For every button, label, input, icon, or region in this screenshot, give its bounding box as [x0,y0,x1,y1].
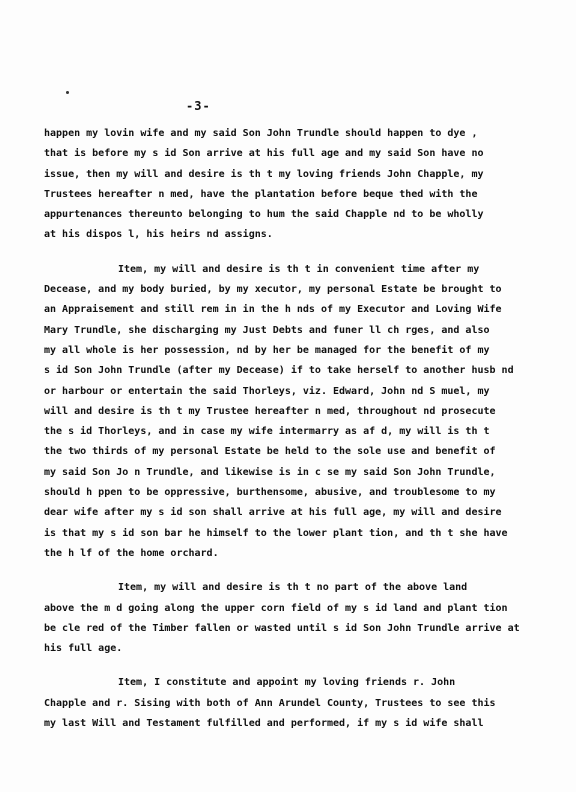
text-line: should h ppen to be oppressive, burthensome, abusive, and troublesome to my [44,487,496,499]
text-line: or harbour or entertain the said Thorleys, viz. Edward, John nd S muel, my [44,385,490,397]
paragraph-gap [44,564,544,578]
text-line: my last Will and Testament fulfilled and performed, if my s id wife shall [44,718,484,730]
paragraph-gap [44,246,544,260]
text-line: Chapple and r. Sising with both of Ann Arundel County, Trustees to see this [44,697,496,709]
text-line: dear wife after my s id son shall arrive at his full age, my will and desire [44,507,502,519]
text-line: an Appraisement and still rem in in the h nds of my Executor and Loving Wife [44,304,502,316]
text-line: Item, my will and desire is th t in convenient time after my [118,263,480,275]
paragraph [44,124,544,246]
text-line: the s id Thorleys, and in case my wife intermarry as af d, my will is th t [44,426,490,438]
page-number: -3- [186,99,211,113]
stray-ink-mark [66,91,69,94]
text-line: the two thirds of my personal Estate be held to the sole use and benefit of [44,446,496,458]
text-line: s id Son John Trundle (after my Decease) if to take herself to another husb nd [44,365,514,377]
paragraph [44,578,544,659]
text-line: issue, then my will and desire is th t my loving friends John Chapple, my [44,168,484,180]
document-body [44,124,544,734]
text-line: Decease, and my body buried, by my xecutor, my personal Estate be brought to [44,284,502,296]
text-line: my all whole is her possession, nd by her be managed for the benefit of my [44,344,490,356]
paragraph [44,260,544,564]
text-line: at his dispos l, his heirs nd assigns. [44,229,273,241]
text-line: above the m d going along the upper corn field of my s id land and plant tion [44,602,508,614]
text-line: my said Son Jo n Trundle, and likewise is in c se my said Son John Trundle, [44,466,496,478]
paragraph [44,673,544,734]
text-line: appurtenances thereunto belonging to hum the said Chapple nd to be wholly [44,209,484,221]
text-line: Item, my will and desire is th t no part of the above land [118,582,468,594]
text-line: his full age. [44,643,123,655]
text-line: is that my s id son bar he himself to the lower plant tion, and th t she have [44,527,508,539]
text-line: be cle red of the Timber fallen or wasted until s id Son John Trundle arrive at [44,622,520,634]
text-line: happen my lovin wife and my said Son John Trundle should happen to dye , [44,128,478,139]
text-line: Item, I constitute and appoint my loving friends r. John [118,677,456,689]
text-line: that is before my s id Son arrive at his full age and my said Son have no [44,148,484,160]
paragraph-gap [44,659,544,673]
text-line: the h lf of the home orchard. [44,547,219,559]
text-line: Trustees hereafter n med, have the plantation before beque thed with the [44,188,478,200]
text-line: will and desire is th t my Trustee hereafter n med, throughout nd prosecute [44,405,496,417]
text-line: Mary Trundle, she discharging my Just Debts and funer ll ch rges, and also [44,324,490,336]
